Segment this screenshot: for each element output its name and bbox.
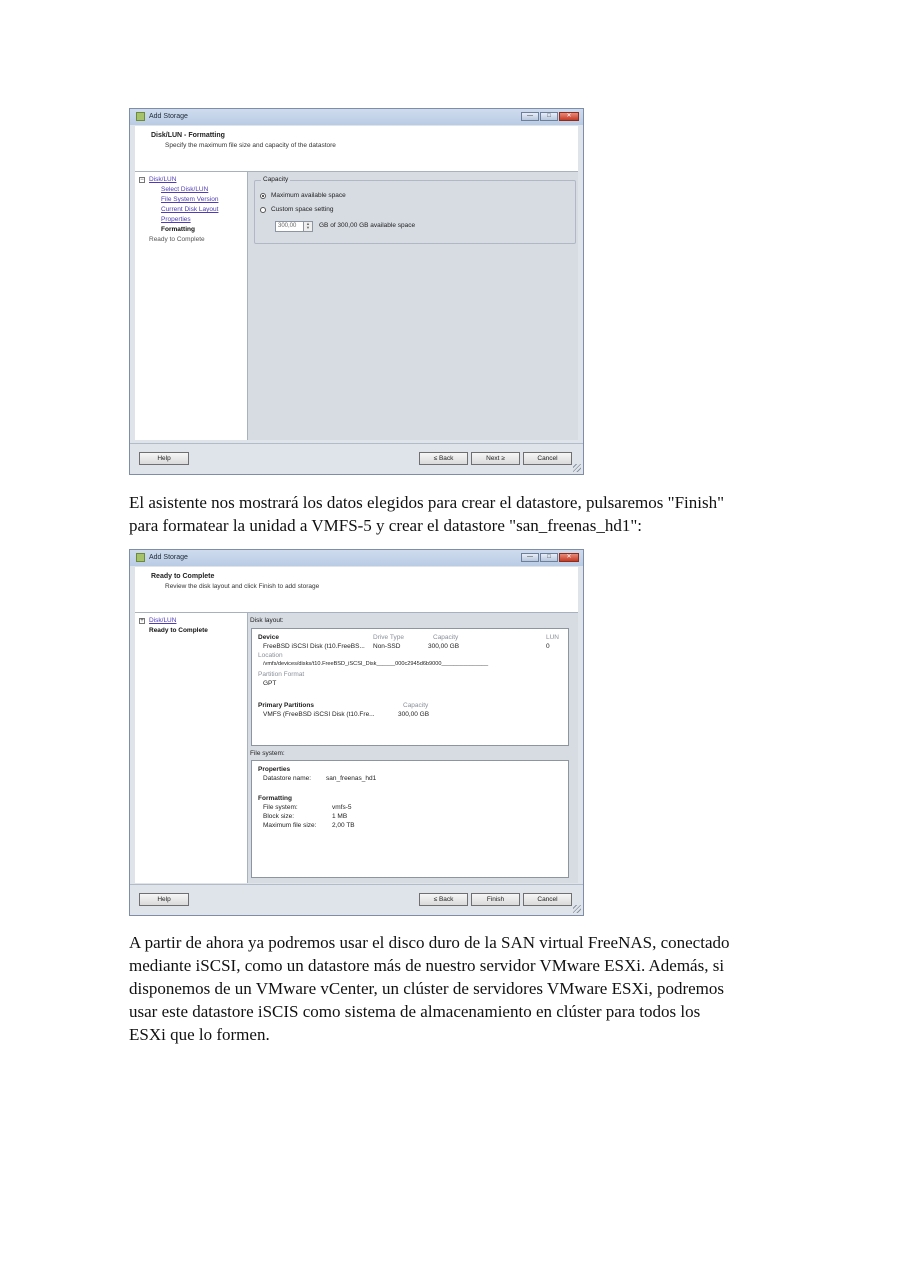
minimize-button[interactable]: —: [521, 553, 539, 562]
paragraph-conclusion: [129, 931, 789, 1046]
wizard-nav: [135, 172, 248, 440]
wizard-footer: [130, 443, 583, 474]
maximize-button[interactable]: □: [540, 112, 558, 121]
capacity-value: 300,00 GB: [428, 643, 460, 650]
capacity-value: 300,00: [278, 223, 297, 229]
storage-icon: [136, 553, 145, 562]
resize-grip-icon[interactable]: [573, 464, 581, 472]
partition-value: VMFS (FreeBSD iSCSI Disk (t10.Fre...: [263, 711, 375, 718]
title-bar[interactable]: [130, 550, 583, 566]
nav-item-ready-to-complete: Ready to Complete: [149, 236, 205, 243]
paragraph-line: mediante iSCSI, como un datastore más de nuestro servidor VMware ESXi. Además, si: [129, 956, 725, 975]
lun-header: LUN: [546, 634, 560, 641]
close-button[interactable]: ✕: [559, 553, 579, 562]
file-system-type-value: vmfs-5: [332, 804, 352, 811]
radio-custom-space[interactable]: [260, 207, 266, 213]
partition-format-label: Partition Format: [258, 671, 305, 678]
drive-type-header: Drive Type: [373, 634, 404, 641]
paragraph-line: usar este datastore iSCIS como sistema de almacenamiento en clúster para todos los: [129, 1002, 701, 1021]
window-title: Add Storage: [149, 113, 188, 120]
cancel-button[interactable]: Cancel: [523, 893, 572, 906]
nav-item-file-system-version[interactable]: File System Version: [161, 196, 219, 203]
nav-item-formatting: Formatting: [161, 226, 195, 233]
nav-item-select-disk[interactable]: Select Disk/LUN: [161, 186, 209, 193]
disk-layout-label: Disk layout:: [250, 617, 284, 624]
wizard-content: [248, 172, 578, 440]
partition-capacity-header: Capacity: [403, 702, 429, 709]
properties-header: Properties: [258, 766, 291, 773]
collapse-icon[interactable]: −: [140, 177, 144, 183]
capacity-header: Capacity: [433, 634, 459, 641]
next-button[interactable]: Next ≥: [471, 452, 520, 465]
formatting-header: Formatting: [258, 795, 292, 802]
paragraph-line: El asistente nos mostrará los datos elegidos para crear el datastore, pulsaremos "Finish": [129, 493, 725, 512]
capacity-group: [254, 176, 576, 244]
paragraph-line: ESXi que lo formen.: [129, 1025, 270, 1044]
wizard-nav: [135, 613, 248, 883]
capacity-label: Capacity: [263, 176, 289, 183]
maximize-button[interactable]: □: [540, 553, 558, 562]
location-label: Location: [258, 652, 283, 659]
wizard-header: [135, 567, 578, 613]
maximum-space-label: Maximum available space: [271, 192, 346, 199]
paragraph-line: A partir de ahora ya podremos usar el disco duro de la SAN virtual FreeNAS, conectado: [129, 933, 730, 952]
close-button[interactable]: ✕: [559, 112, 579, 121]
nav-item-disk-lun[interactable]: Disk/LUN: [149, 617, 177, 624]
wizard-header: [135, 126, 578, 172]
custom-space-label: Custom space setting: [271, 206, 334, 213]
help-button[interactable]: Help: [139, 452, 189, 465]
add-storage-window-formatting: [129, 108, 584, 475]
paragraph-line: para formatear la unidad a VMFS-5 y crear el datastore "san_freenas_hd1":: [129, 516, 642, 535]
block-size-value: 1 MB: [332, 813, 348, 820]
nav-item-current-disk-layout[interactable]: Current Disk Layout: [161, 206, 219, 213]
step-title: Ready to Complete: [151, 573, 215, 580]
nav-item-properties[interactable]: Properties: [161, 216, 191, 223]
max-file-size-label: Maximum file size:: [263, 822, 317, 829]
file-system-panel: [251, 760, 569, 878]
wizard-content: [248, 613, 578, 883]
spinner-arrows-icon[interactable]: ▲ ▼: [303, 222, 312, 231]
step-subtitle: Specify the maximum file size and capacity of the datastore: [165, 142, 336, 149]
title-bar[interactable]: [130, 109, 583, 125]
nav-item-ready-to-complete: Ready to Complete: [149, 627, 208, 634]
file-system-label: File system:: [250, 750, 285, 757]
cancel-button[interactable]: Cancel: [523, 452, 572, 465]
add-storage-window-ready: [129, 549, 584, 916]
resize-grip-icon[interactable]: [573, 905, 581, 913]
location-value: /vmfs/devices/disks/t10.FreeBSD_iSCSI_Disk______000c2945d6b9000_______________: [263, 661, 489, 667]
primary-partitions-header: Primary Partitions: [258, 702, 314, 709]
expand-icon[interactable]: +: [140, 618, 144, 624]
step-subtitle: Review the disk layout and click Finish to add storage: [165, 583, 320, 590]
minimize-button[interactable]: —: [521, 112, 539, 121]
help-button[interactable]: Help: [139, 893, 189, 906]
back-button[interactable]: ≤ Back: [419, 452, 468, 465]
capacity-available-text: GB of 300,00 GB available space: [319, 222, 416, 229]
partition-format-value: GPT: [263, 680, 277, 687]
file-system-type-label: File system:: [263, 804, 298, 811]
max-file-size-value: 2,00 TB: [332, 822, 355, 829]
paragraph-line: disponemos de un VMware vCenter, un clúster de servidores VMware ESXi, podremos: [129, 979, 724, 998]
lun-value: 0: [546, 643, 550, 650]
back-button[interactable]: ≤ Back: [419, 893, 468, 906]
wizard-footer: [130, 884, 583, 915]
device-header: Device: [258, 634, 279, 641]
step-title: Disk/LUN - Formatting: [151, 132, 225, 139]
block-size-label: Block size:: [263, 813, 295, 820]
datastore-name-label: Datastore name:: [263, 775, 312, 782]
device-value: FreeBSD iSCSI Disk (t10.FreeBS...: [263, 643, 365, 650]
storage-icon: [136, 112, 145, 121]
drive-type-value: Non-SSD: [373, 643, 401, 650]
capacity-spinner[interactable]: [275, 221, 313, 232]
disk-layout-panel: [251, 628, 569, 746]
partition-capacity-value: 300,00 GB: [398, 711, 430, 718]
paragraph-finish-instructions: [129, 491, 789, 537]
finish-button[interactable]: Finish: [471, 893, 520, 906]
radio-maximum-space[interactable]: [260, 193, 266, 199]
window-title: Add Storage: [149, 554, 188, 561]
datastore-name-value: san_freenas_hd1: [326, 775, 377, 782]
nav-item-disk-lun[interactable]: Disk/LUN: [149, 176, 177, 183]
